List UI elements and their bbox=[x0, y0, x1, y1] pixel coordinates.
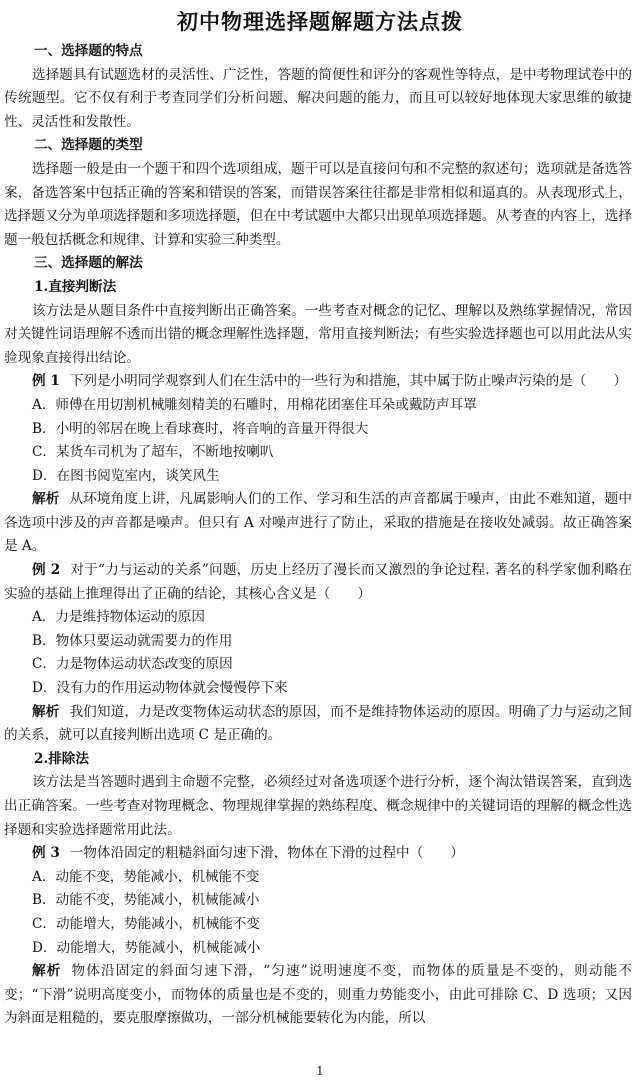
example-3-option-c: C．动能增大，势能减小，机械能不变 bbox=[32, 915, 260, 932]
example-2-option-b: B．物体只要运动就需要力的作用 bbox=[32, 632, 233, 649]
example-1-analysis-label: 解析 bbox=[32, 491, 60, 508]
example-1-stem-text: 下列是小明同学观察到人们在生活中的一些行为和措施，其中属于防止噪声污染的是（ ） bbox=[69, 373, 628, 390]
example-1-option-b: B．小明的邻居在晚上看球赛时，将音响的音量开得很大 bbox=[32, 420, 369, 437]
example-2-stem-text: 对于“力与运动的关系”问题，历史上经历了漫长而又激烈的争论过程. 著名的科学家伽利略在实验的基础上推理得出了正确的结论，其核心含义是（ ） bbox=[4, 562, 632, 602]
example-2-stem bbox=[4, 559, 632, 606]
example-3-option-b: B．动能不变，势能减小，机械能减小 bbox=[32, 892, 260, 909]
paragraph-elimination-method: 该方法是当答题时遇到主命题不完整，必须经过对备选项逐个进行分析，逐个淘汰错误答案，直到选出正确答案。一些考查对物理概念、物理规律掌握的熟练程度、概念规律中的关键词语的理解的概念性选择题和实验选择题常用此法。 bbox=[4, 774, 632, 838]
example-3-analysis-text: 物体沿固定的斜面匀速下滑，“匀速”说明速度不变，而物体的质量是不变的，则动能不变；“下滑”说明高度变小，而物体的质量也是不变的，则重力势能变小，由此可排除 C、D 选项；又因为斜面是粗糙的，要克服摩擦做功，一部分机械能要转化为内能，所以 bbox=[4, 963, 632, 1027]
example-2-option-d: D．没有力的作用运动物体就会慢慢停下来 bbox=[32, 680, 288, 697]
method-heading-direct: 1.直接判断法 bbox=[34, 278, 117, 295]
example-2-analysis-label: 解析 bbox=[32, 703, 60, 720]
example-1-analysis bbox=[4, 488, 632, 559]
document-title: 初中物理选择题解题方法点拨 bbox=[177, 10, 463, 34]
method-heading-elimination: 2.排除法 bbox=[34, 750, 89, 767]
example-1-analysis-text: 从环境角度上讲，凡属影响人们的工作、学习和生活的声音都属于噪声，由此不难知道，题中各选项中涉及的声音都是噪声。但只有 A 对噪声进行了防止，采取的措施是在接收处减弱。故正确答案是 A。 bbox=[4, 491, 633, 555]
example-2-option-c: C．力是物体运动状态改变的原因 bbox=[32, 656, 233, 673]
example-1-option-c: C．某货车司机为了超车，不断地按喇叭 bbox=[32, 444, 274, 461]
paragraph-direct-method: 该方法是从题目条件中直接判断出正确答案。一些考查对概念的记忆、理解以及熟练掌握情况，常因对关键性词语理解不透而出错的概念理解性选择题，常用直接判断法；有些实验选择题也可以用此法从实验现象直接得出结论。 bbox=[4, 302, 632, 366]
example-1-stem bbox=[4, 370, 632, 394]
document-body bbox=[4, 40, 632, 1031]
paragraph-features: 选择题具有试题选材的灵活性、广泛性，答题的简便性和评分的客观性等特点，是中考物理试卷中的传统题型。它不仅有利于考查同学们分析问题、解决问题的能力，而且可以较好地体现大家思维的敏捷性、灵活性和发散性。 bbox=[4, 66, 632, 130]
paragraph-types: 选择题一般是由一个题干和四个选项组成，题干可以是直接问句和不完整的叙述句；选项就是备选答案，备选答案中包括正确的答案和错误的答案，而错误答案往往都是非常相似和逼真的。从表现形式上，选择题又分为单项选择题和多项选择题，但在中考试题中大都只出现单项选择题。从考查的内容上，选择题一般包括概念和规律、计算和实验三种类型。 bbox=[4, 160, 632, 248]
example-3-option-a: A．动能不变，势能减小，机械能不变 bbox=[32, 868, 260, 885]
example-1-option-a: A．师傅在用切割机械雕刻精美的石雕时，用棉花团塞住耳朵或戴防声耳罩 bbox=[32, 396, 477, 413]
example-3-stem bbox=[4, 842, 632, 866]
example-2-label: 例 2 bbox=[32, 562, 61, 579]
example-3-label: 例 3 bbox=[32, 845, 60, 862]
page-number: 1 bbox=[316, 1064, 324, 1078]
section-heading-methods: 三、选择题的解法 bbox=[34, 255, 143, 272]
example-1-label: 例 1 bbox=[32, 373, 60, 390]
example-3-analysis-label: 解析 bbox=[32, 963, 62, 980]
example-3-analysis bbox=[4, 960, 632, 1031]
section-heading-types: 二、选择题的类型 bbox=[34, 137, 143, 154]
example-2-analysis-text: 我们知道，力是改变物体运动状态的原因，而不是维持物体运动的原因。明确了力与运动之间的关系，就可以直接判断出选项 C 是正确的。 bbox=[4, 703, 633, 744]
example-3-stem-text: 一物体沿固定的粗糙斜面匀速下滑，物体在下滑的过程中（ ） bbox=[69, 845, 465, 862]
example-1-option-d: D．在图书阅览室内，谈笑风生 bbox=[32, 467, 220, 484]
example-3-option-d: D．动能增大，势能减小，机械能减小 bbox=[32, 939, 261, 956]
example-2-analysis bbox=[4, 701, 632, 748]
section-heading-features: 一、选择题的特点 bbox=[34, 43, 143, 59]
example-2-option-a: A．力是维持物体运动的原因 bbox=[32, 609, 205, 626]
